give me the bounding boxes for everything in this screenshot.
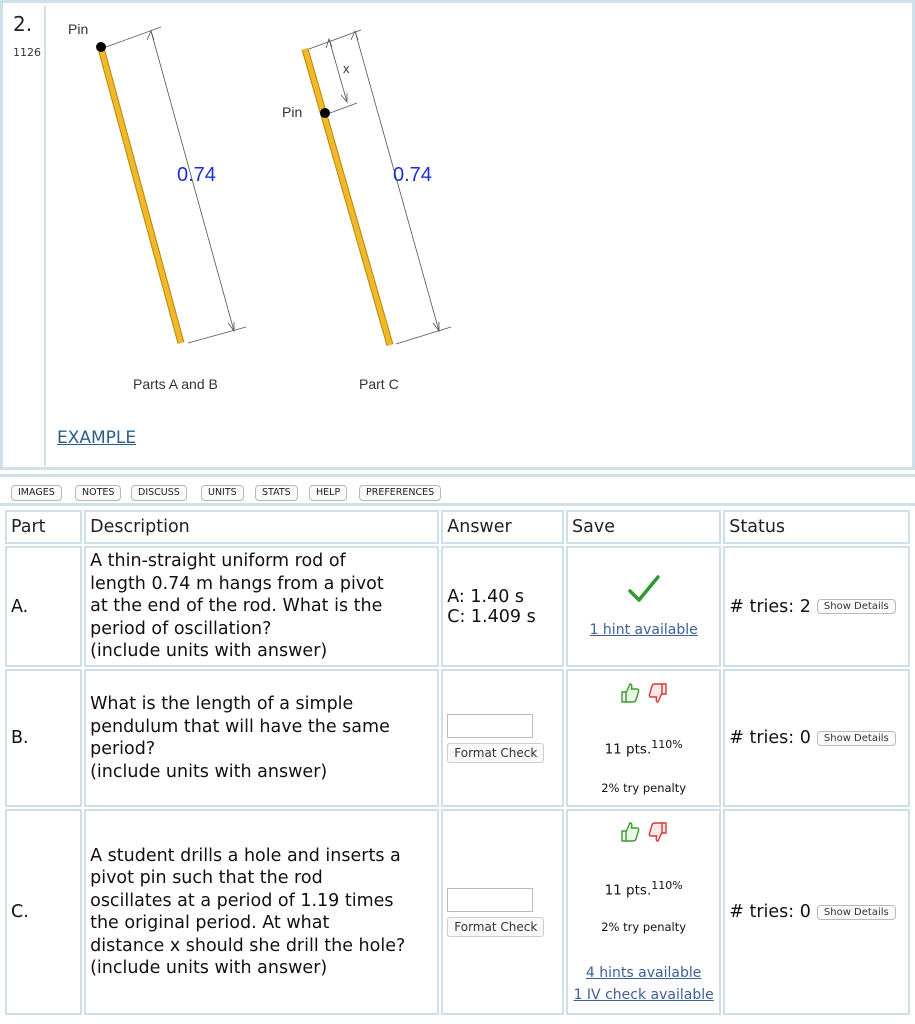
header-save: Save bbox=[566, 510, 721, 544]
description-line: length 0.74 m hangs from a pivot bbox=[90, 573, 384, 594]
save-cell bbox=[566, 546, 721, 667]
points-percent: 110% bbox=[651, 878, 683, 892]
problem-number: 2. bbox=[13, 12, 33, 36]
length-label-left: 0.74 bbox=[177, 164, 216, 186]
correct-check-icon bbox=[572, 574, 715, 609]
part-label: B. bbox=[5, 669, 82, 807]
pin-label-left: Pin bbox=[68, 21, 89, 37]
rod-left-fill bbox=[101, 48, 181, 343]
table-header-row bbox=[5, 510, 910, 544]
status-cell bbox=[723, 809, 910, 1015]
header-answer: Answer bbox=[441, 510, 564, 544]
problem-number-column bbox=[6, 6, 46, 466]
description-line: period? bbox=[90, 739, 156, 759]
thumbs-up-icon[interactable] bbox=[619, 681, 641, 710]
tries-count: # tries: 2 bbox=[729, 596, 811, 617]
format-check-button[interactable]: Format Check bbox=[447, 917, 544, 937]
part-label: A. bbox=[5, 546, 82, 667]
points-percent: 110% bbox=[651, 737, 683, 751]
notes-button[interactable]: NOTES bbox=[75, 485, 121, 501]
description-line: pivot pin such that the rod bbox=[90, 868, 323, 888]
save-cell bbox=[566, 809, 721, 1015]
try-penalty: 2% try penalty bbox=[601, 920, 687, 935]
answer-input[interactable] bbox=[447, 888, 533, 912]
caption-parts-a-b: Parts A and B bbox=[133, 376, 218, 392]
description-line: (include units with answer) bbox=[90, 761, 328, 782]
tries-count: # tries: 0 bbox=[729, 902, 811, 922]
show-details-button[interactable]: Show Details bbox=[817, 731, 896, 746]
problem-panel bbox=[0, 0, 915, 470]
hint-link[interactable]: 1 hint available bbox=[589, 622, 698, 638]
rod-figure bbox=[51, 9, 911, 469]
answer-input[interactable] bbox=[447, 714, 533, 738]
length-label-right: 0.74 bbox=[393, 164, 432, 186]
description-line: period of oscillation? bbox=[90, 618, 272, 639]
preferences-button[interactable]: PREFERENCES bbox=[359, 485, 441, 501]
description-cell bbox=[84, 669, 439, 807]
part-label: C. bbox=[5, 809, 82, 1015]
tries-count: # tries: 0 bbox=[729, 728, 811, 748]
format-check-button[interactable]: Format Check bbox=[447, 743, 544, 763]
save-cell bbox=[566, 669, 721, 807]
answer-value: C: 1.409 s bbox=[447, 606, 536, 627]
problem-id: 1126 bbox=[13, 46, 41, 59]
table-row-b bbox=[5, 669, 910, 807]
description-line: the original period. At what bbox=[90, 913, 330, 933]
pin-dot-left bbox=[96, 42, 106, 52]
answer-cell bbox=[441, 546, 564, 667]
points-value: 11 pts. bbox=[604, 741, 652, 758]
discuss-button[interactable]: DISCUSS bbox=[131, 485, 187, 501]
iv-check-link[interactable]: 1 IV check available bbox=[573, 987, 714, 1004]
table-row-a bbox=[5, 546, 910, 667]
description-line: at the end of the rod. What is the bbox=[90, 596, 383, 617]
parts-table bbox=[3, 508, 912, 1017]
description-line: A thin-straight uniform rod of bbox=[90, 551, 346, 572]
thumbs-down-icon[interactable] bbox=[647, 820, 669, 849]
header-description: Description bbox=[84, 510, 439, 544]
x-label: x bbox=[343, 61, 350, 76]
description-line: What is the length of a simple bbox=[90, 694, 354, 714]
status-cell bbox=[723, 546, 910, 667]
show-details-button[interactable]: Show Details bbox=[817, 905, 896, 920]
description-line: (include units with answer) bbox=[90, 958, 328, 978]
pivot-pin-dot bbox=[320, 108, 330, 118]
description-line: distance x should she drill the hole? bbox=[90, 935, 406, 956]
points-value: 11 pts. bbox=[604, 882, 652, 899]
description-line: (include units with answer) bbox=[90, 641, 328, 662]
rod-right-fill bbox=[305, 49, 390, 345]
caption-part-c: Part C bbox=[359, 376, 399, 392]
header-status: Status bbox=[723, 510, 910, 544]
help-button[interactable]: HELP bbox=[309, 485, 347, 501]
thumbs-up-icon[interactable] bbox=[619, 820, 641, 849]
stats-button[interactable]: STATS bbox=[255, 485, 298, 501]
description-line: oscillates at a period of 1.19 times bbox=[90, 890, 394, 911]
answer-value: A: 1.40 s bbox=[447, 586, 525, 607]
status-cell bbox=[723, 669, 910, 807]
units-button[interactable]: UNITS bbox=[201, 485, 244, 501]
thumbs-down-icon[interactable] bbox=[647, 681, 669, 710]
show-details-button[interactable]: Show Details bbox=[817, 599, 896, 614]
answer-cell bbox=[441, 669, 564, 807]
description-cell bbox=[84, 546, 439, 667]
answer-cell bbox=[441, 809, 564, 1015]
hints-link[interactable]: 4 hints available bbox=[585, 965, 702, 982]
description-cell bbox=[84, 809, 439, 1015]
description-line: pendulum that will have the same bbox=[90, 716, 390, 737]
header-part: Part bbox=[5, 510, 82, 544]
pin-label-right: Pin bbox=[282, 104, 303, 120]
try-penalty: 2% try penalty bbox=[601, 781, 687, 796]
example-link[interactable]: EXAMPLE bbox=[57, 428, 137, 448]
images-button[interactable]: IMAGES bbox=[11, 485, 62, 501]
table-row-c bbox=[5, 809, 910, 1015]
problem-toolbar bbox=[0, 474, 915, 506]
description-line: A student drills a hole and inserts a bbox=[90, 845, 401, 866]
